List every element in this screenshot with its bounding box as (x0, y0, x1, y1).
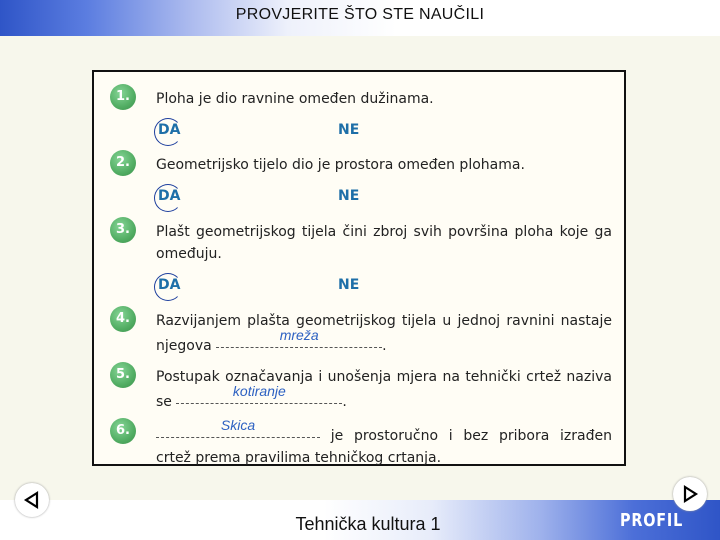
previous-button[interactable] (15, 483, 49, 517)
filled-answer: Skica (220, 417, 256, 433)
selection-circle-icon (154, 273, 182, 301)
question-number-badge: 1. (110, 84, 136, 110)
answer-blank[interactable] (156, 417, 320, 440)
profil-logo: PROFIL (620, 510, 684, 531)
question-text: Ploha je dio ravnine omeđen dužinama. (156, 91, 434, 107)
question-text: Plašt geometrijskog tijela čini zbroj svih površina ploha koje ga omeđuju. (156, 224, 612, 262)
triangle-right-icon (680, 484, 700, 504)
quiz-panel (92, 70, 626, 466)
question-number-badge: 6. (110, 418, 136, 444)
next-button[interactable] (673, 477, 707, 511)
question-number-badge: 4. (110, 306, 136, 332)
answer-no[interactable]: NE (338, 188, 360, 204)
answer-blank[interactable] (176, 383, 342, 406)
answer-no[interactable]: NE (338, 122, 360, 138)
question-number-badge: 5. (110, 362, 136, 388)
answer-no[interactable]: NE (338, 277, 360, 293)
answer-yes[interactable]: DA (158, 188, 180, 204)
question-text: Skica je prostoručno i bez pribora izrađen crtež prema pravilima tehničkog crtanja. (156, 422, 612, 469)
question-number-badge: 3. (110, 217, 136, 243)
question-text: Razvijanjem plašta geometrijskog tijela u jednoj ravnini nastaje njegova mreža . (156, 313, 612, 354)
page-title: PROVJERITE ŠTO STE NAUČILI (235, 6, 485, 23)
filled-answer: kotiranje (232, 383, 286, 399)
selection-circle-icon (154, 184, 182, 212)
filled-answer: mreža (279, 327, 319, 343)
question-text: Postupak označavanja i unošenja mjera na tehnički crtež naziva se kotiranje . (156, 369, 612, 410)
selection-circle-icon (154, 118, 182, 146)
answer-yes[interactable]: DA (158, 122, 180, 138)
question-number-badge: 2. (110, 150, 136, 176)
answer-blank[interactable] (216, 327, 382, 350)
footer-title: Tehnička kultura 1 (295, 514, 441, 534)
triangle-left-icon (22, 490, 42, 510)
question-text: Geometrijsko tijelo dio je prostora omeđen plohama. (156, 157, 525, 173)
answer-yes[interactable]: DA (158, 277, 180, 293)
